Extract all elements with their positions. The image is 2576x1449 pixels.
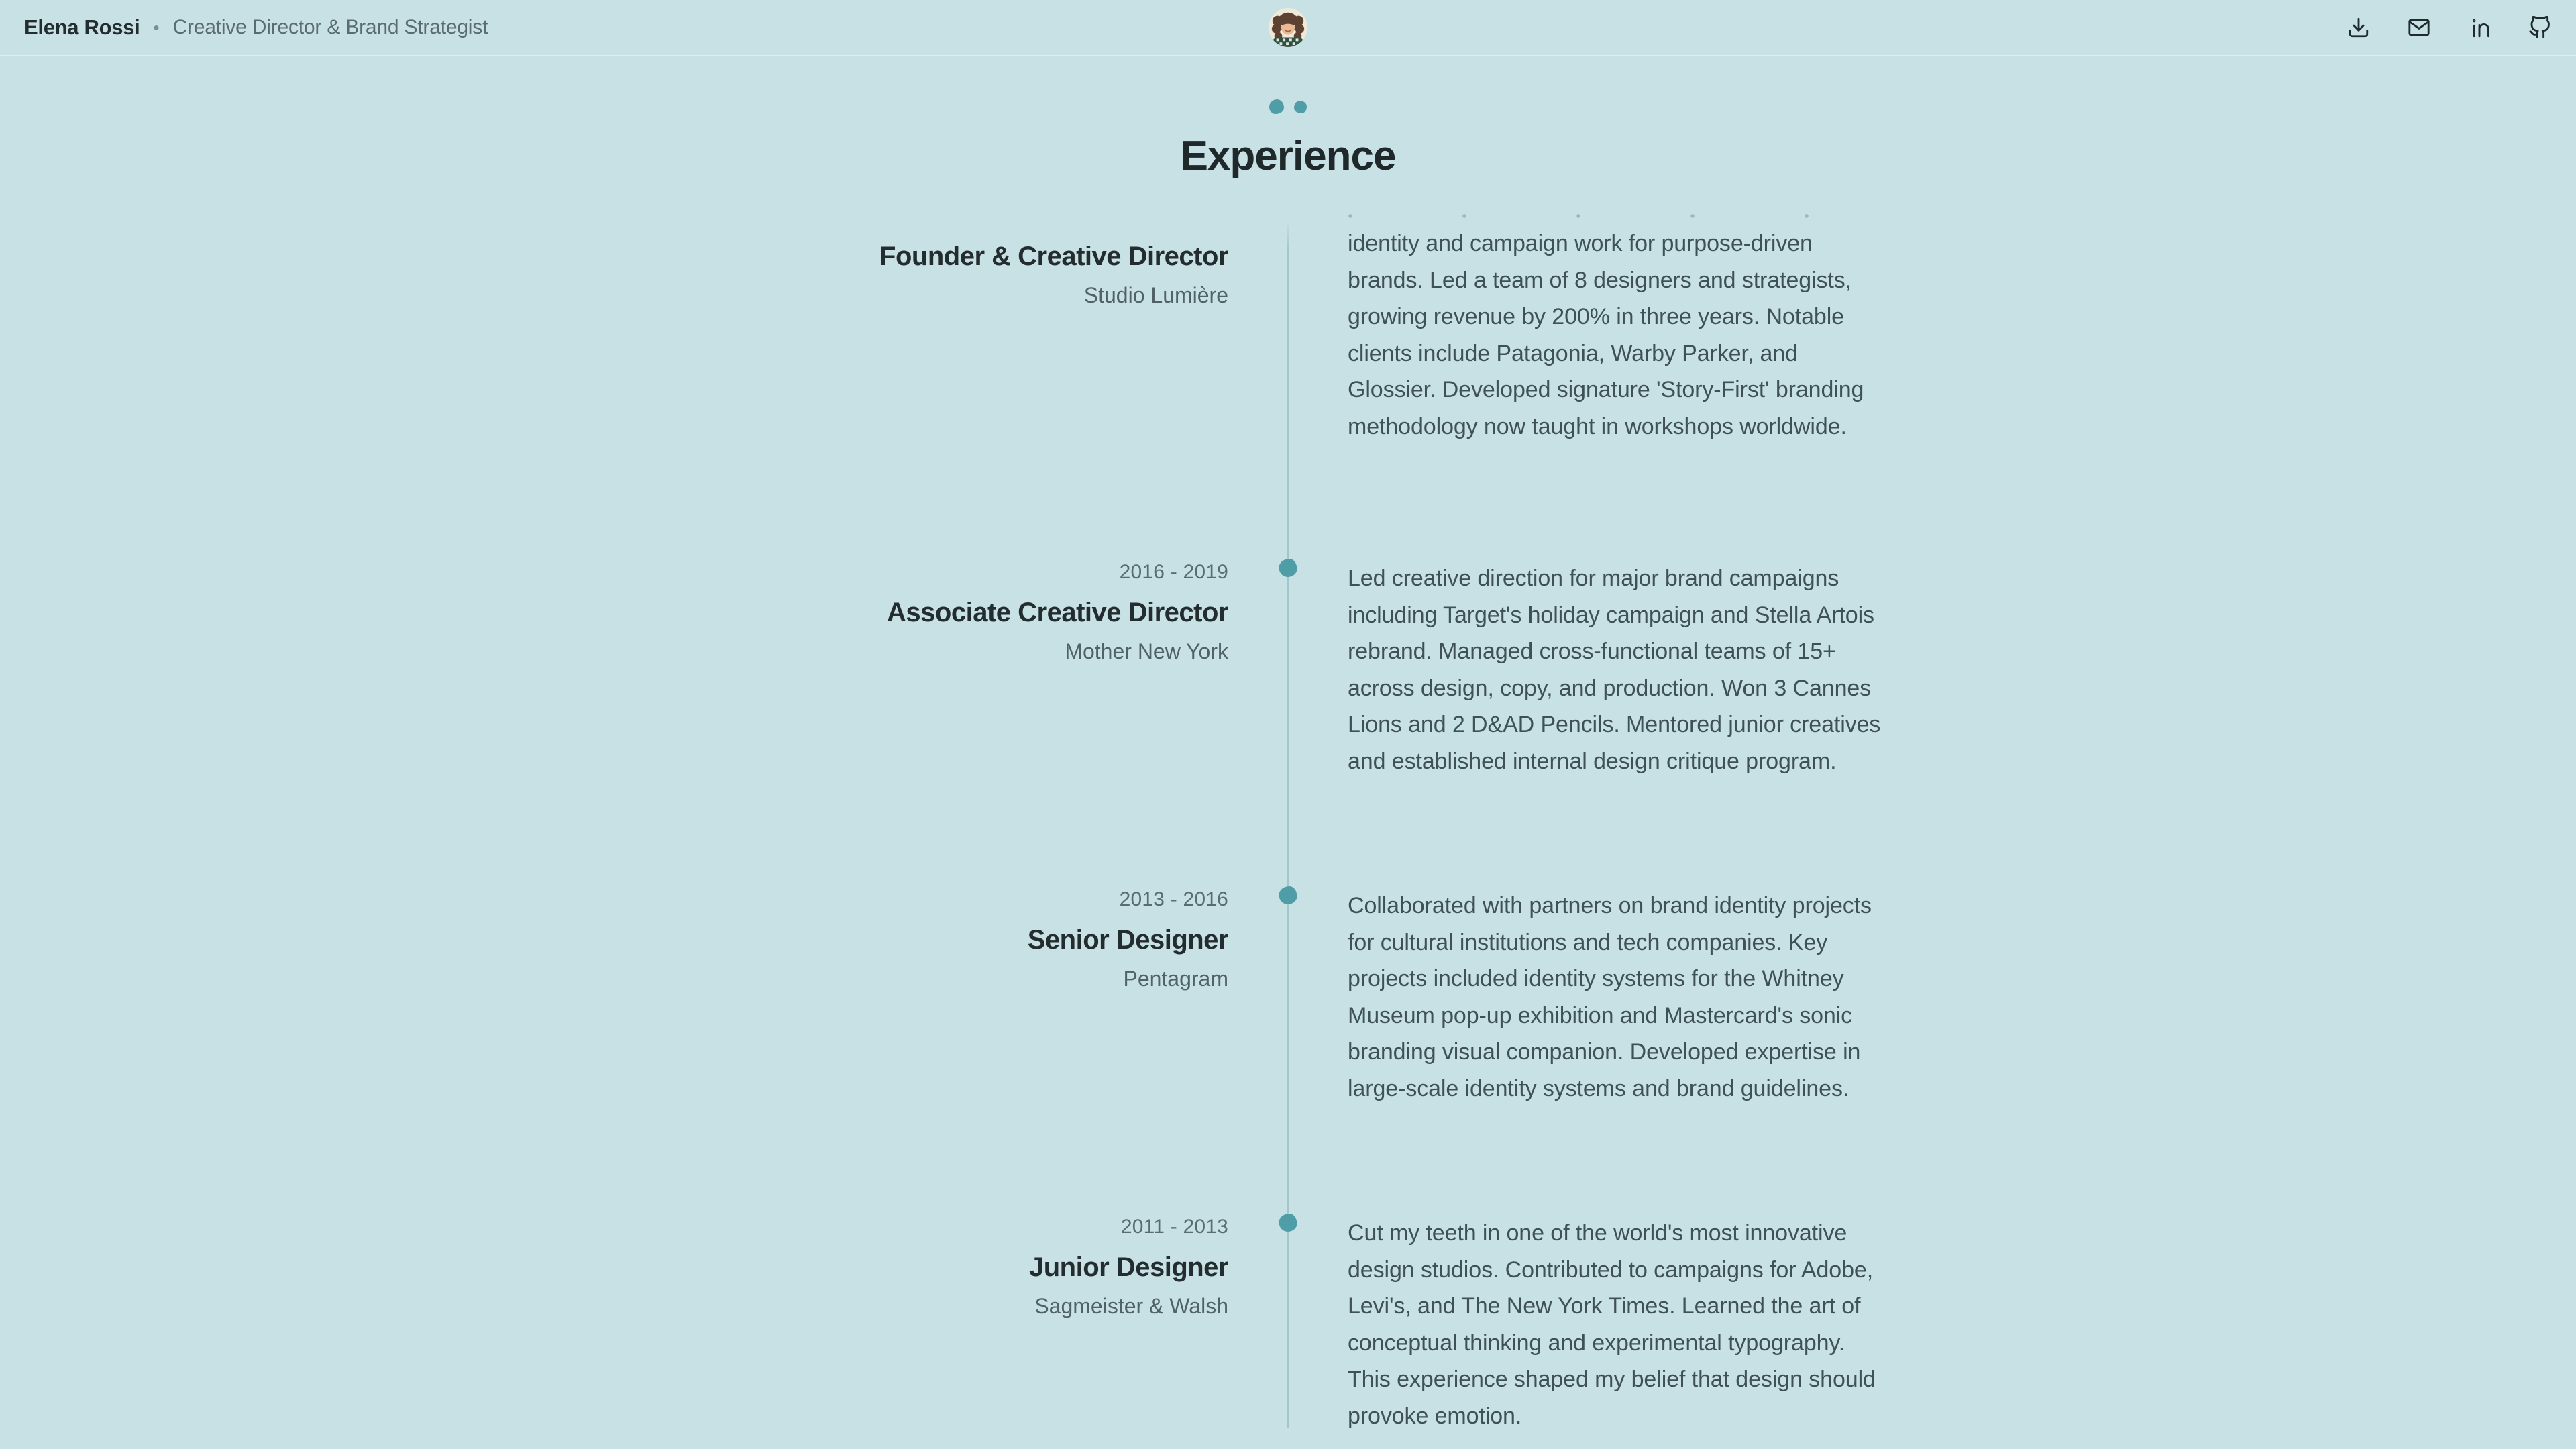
linkedin-icon [2468,16,2491,39]
entry-role: Founder & Creative Director [879,241,1228,271]
experience-section-header [0,56,2576,178]
entry-timeline-gap [1228,1215,1348,1449]
linkedin-button[interactable] [2467,15,2491,40]
entry-description-block [1348,1215,1892,1449]
mail-icon [2408,16,2430,39]
timeline-dot [1279,1214,1297,1232]
experience-entry [684,213,1892,560]
brand-name: Elena Rossi [24,15,140,39]
entry-meta [684,888,1228,1215]
entry-company: Sagmeister & Walsh [1034,1294,1228,1318]
header-actions [2347,15,2552,40]
entry-company: Mother New York [1065,639,1228,663]
entry-timeline-gap [1228,560,1348,888]
brand-subtitle: Creative Director & Brand Strategist [172,16,488,38]
dot-accent-1 [1269,99,1284,114]
experience-timeline [684,213,1892,1449]
entry-description-block [1348,213,1892,560]
clipped-text-artifact [1348,213,1848,219]
experience-entry [684,888,1892,1215]
entry-timeline-gap [1228,213,1348,560]
avatar[interactable] [1269,8,1307,47]
entry-description: Cut my teeth in one of the world's most innovative design studios. Contributed to campaigns for Adobe, Levi's, and The New York Times. Learned the art of conceptual thinking and experimental typography. This experience shaped my belief that design should provoke emotion. [1348,1220,1876,1429]
entry-description-block [1348,560,1892,888]
download-button[interactable] [2347,15,2371,40]
entry-company: Studio Lumière [1083,283,1228,307]
experience-entry [684,1215,1892,1449]
brand-separator: • [153,17,160,38]
download-icon [2347,16,2370,39]
entry-description: identity and campaign work for purpose-driven brands. Led a team of 8 designers and strategists, growing revenue by 200% in three years. Notable clients include Patagonia, Warby Parker, and Glossier. Developed signature 'Story-First' branding methodology now taught in workshops worldwide. [1348,231,1864,439]
page-title: Experience [1180,133,1396,179]
entry-description: Led creative direction for major brand campaigns including Target's holiday campaign and Stella Artois rebrand. Managed cross-functional teams of 15+ across design, copy, and production. Won 3 Cannes Lions and 2 D&AD Pencils. Mentored junior creatives and established internal design critique program. [1348,566,1881,774]
mail-button[interactable] [2407,15,2431,40]
entry-role: Senior Designer [1027,925,1228,955]
entry-meta [684,1215,1228,1449]
decorative-dots [0,99,2576,115]
entry-meta [684,213,1228,560]
brand [24,15,488,40]
entry-company: Pentagram [1123,967,1228,991]
github-button[interactable] [2528,15,2552,40]
entry-period: 2013 - 2016 [1119,888,1228,910]
avatar-illustration [1269,8,1307,47]
entry-period: 2011 - 2013 [1120,1216,1228,1238]
dot-accent-2 [1294,101,1307,113]
entry-meta [684,560,1228,888]
timeline-dot [1279,559,1297,577]
entry-description-block [1348,888,1892,1215]
entry-period: 2016 - 2019 [1119,561,1228,583]
top-bar [0,0,2576,56]
experience-entry [684,560,1892,888]
entry-description: Collaborated with partners on brand identity projects for cultural institutions and tech companies. Key projects included identity systems for the Whitney Museum pop-up exhibition and Mastercard's sonic branding visual companion. Developed expertise in large-scale identity systems and brand guidelines. [1348,893,1872,1102]
timeline-dot [1279,886,1297,904]
entry-timeline-gap [1228,888,1348,1215]
entry-role: Associate Creative Director [887,598,1228,627]
entry-role: Junior Designer [1028,1252,1228,1282]
github-icon [2528,16,2551,39]
